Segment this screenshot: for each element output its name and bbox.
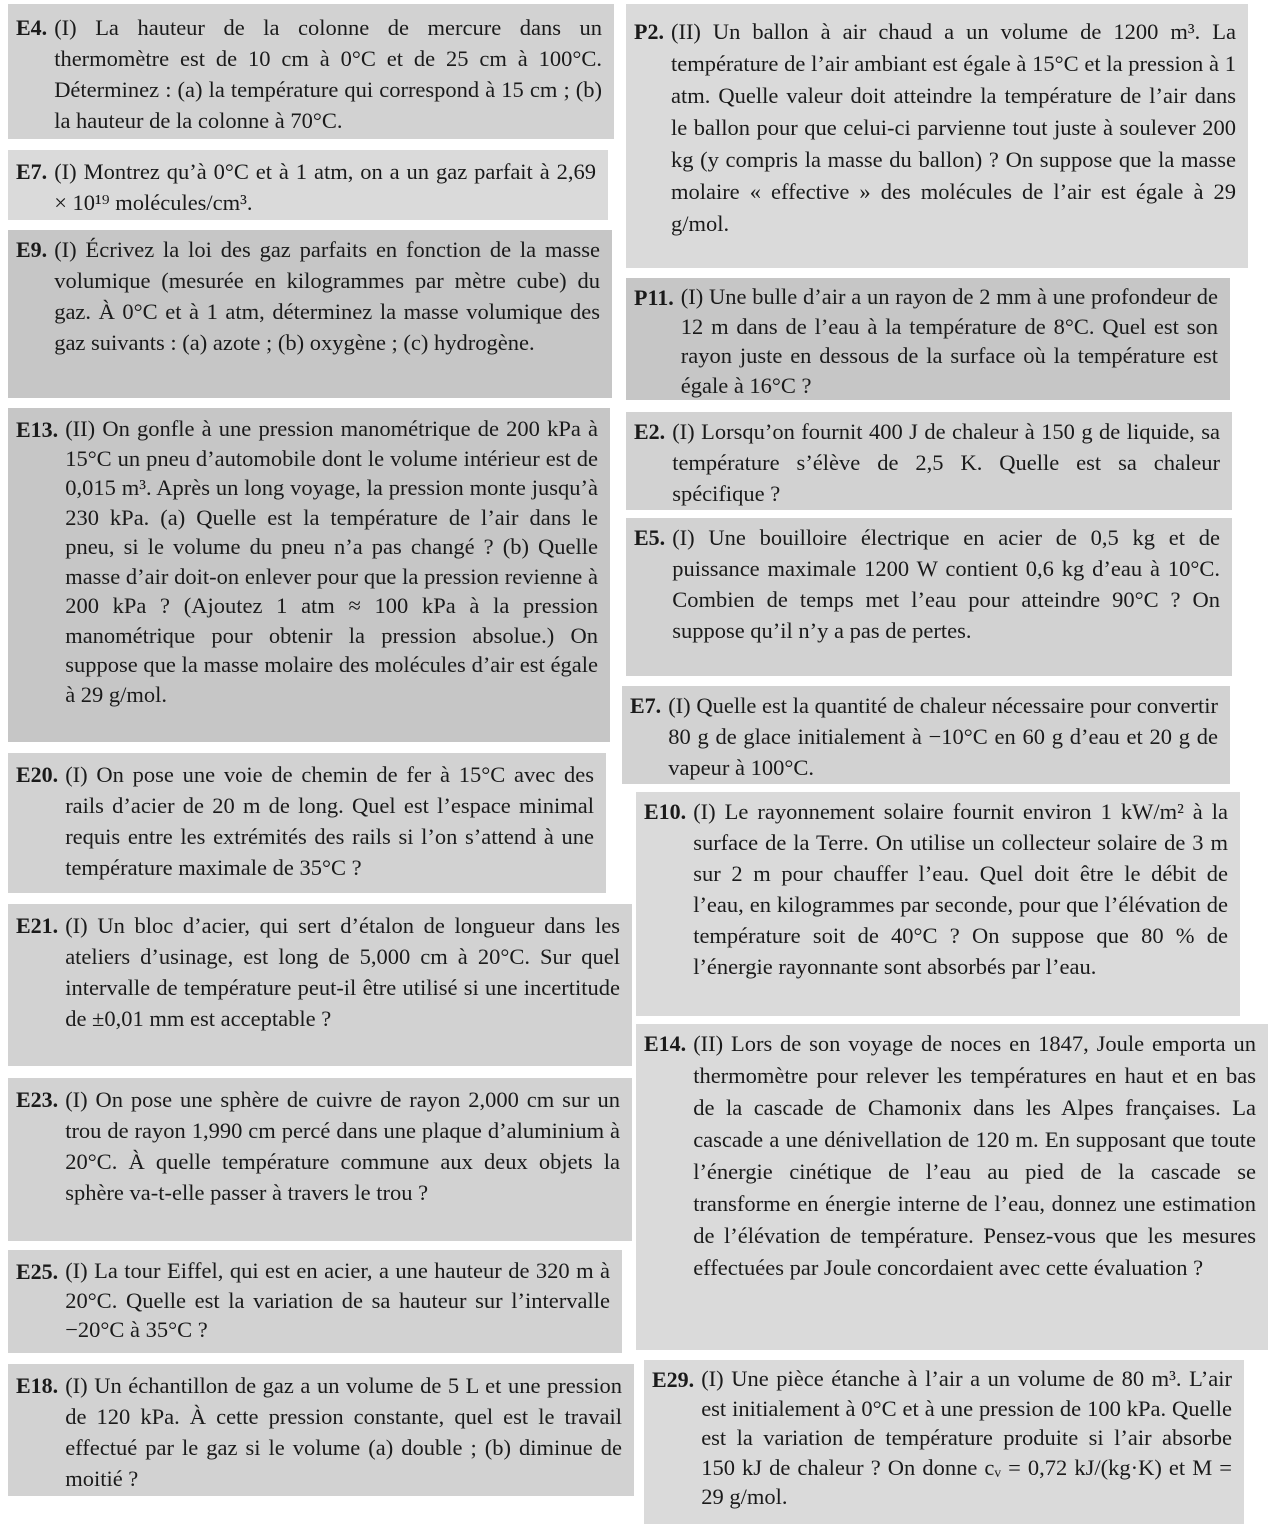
exercise-text: (II) Un ballon à air chaud a un volume de 1200 m³. La température de l’air ambiant est égale à 15°C et la pression à 1 atm. Quelle valeur doit atteindre la température de l’air dans le ballon pour que celui-ci parvienne tout juste à soulever 200 kg (y compris la masse du ballon) ? On suppose que la masse molaire « effective » des molécules de l’air est égale à 29 g/mol. bbox=[670, 19, 1236, 236]
exercise-e7-gas bbox=[8, 150, 608, 220]
exercise-number: E4. bbox=[16, 15, 48, 40]
exercise-number: E9. bbox=[16, 237, 48, 262]
exercise-number: E29. bbox=[652, 1367, 695, 1392]
exercise-number: E10. bbox=[644, 799, 687, 824]
exercise-number: E25. bbox=[16, 1259, 59, 1284]
exercise-e4 bbox=[8, 4, 614, 139]
exercise-e14 bbox=[636, 1024, 1268, 1350]
exercise-text: (II) Lors de son voyage de noces en 1847, Joule emporta un thermomètre pour relever les températures en haut et en bas de la cascade de Chamonix dans les Alpes françaises. La cascade a une dénivellation de 120 m. En supposant que toute l’énergie cinétique de l’eau au pied de la cascade se transforme en énergie interne de l’eau, donnez une estimation de l’élévation de température. Pensez-vous que les mesures effectuées par Joule concordaient avec cette évaluation ? bbox=[693, 1031, 1256, 1280]
exercise-text: (I) On pose une sphère de cuivre de rayon 2,000 cm sur un trou de rayon 1,990 cm percé dans une plaque d’aluminium à 20°C. À quelle température commune aux deux objets la sphère va-t-elle passer à travers le trou ? bbox=[65, 1087, 620, 1205]
exercise-text: (I) La tour Eiffel, qui est en acier, a une hauteur de 320 m à 20°C. Quelle est la variation de sa hauteur sur l’intervalle −20°C à 35°C ? bbox=[65, 1258, 610, 1342]
exercise-text: (I) Un échantillon de gaz a un volume de 5 L et une pression de 120 kPa. À cette pression constante, quel est le travail effectué par le gaz si le volume (a) double ; (b) diminue de moitié ? bbox=[65, 1373, 622, 1491]
exercise-text: (I) Un bloc d’acier, qui sert d’étalon de longueur dans les ateliers d’usinage, est long de 5,000 cm à 20°C. Sur quel intervalle de température peut-il être utilisé si une incertitude de ±0,01 mm est acceptable ? bbox=[65, 913, 620, 1031]
exercise-p2 bbox=[626, 4, 1248, 268]
exercise-number: E5. bbox=[634, 525, 666, 550]
exercise-e23 bbox=[8, 1078, 632, 1241]
exercise-e21 bbox=[8, 904, 632, 1066]
exercise-text: (II) On gonfle à une pression manométrique de 200 kPa à 15°C un pneu d’automobile dont le volume intérieur est de 0,015 m³. Après un long voyage, la pression monte jusqu’à 230 kPa. (a) Quelle est la température de l’air dans le pneu, si le volume du pneu n’a pas changé ? (b) Quelle masse d’air doit-on enlever pour que la pression revienne à 200 kPa ? (Ajoutez 1 atm ≈ 100 kPa à la pression manométrique pour obtenir la pression absolue.) On suppose que la masse molaire des molécules d’air est égale à 29 g/mol. bbox=[65, 416, 598, 707]
exercise-number: E21. bbox=[16, 913, 59, 938]
exercise-e25 bbox=[8, 1250, 622, 1353]
exercise-text: (I) Quelle est la quantité de chaleur nécessaire pour convertir 80 g de glace initialement à −10°C en 60 g d’eau et 20 g de vapeur à 100°C. bbox=[668, 693, 1218, 780]
exercise-number: E23. bbox=[16, 1087, 59, 1112]
exercise-text: (I) Écrivez la loi des gaz parfaits en fonction de la masse volumique (mesurée en kilogrammes par mètre cube) du gaz. À 0°C et à 1 atm, déterminez la masse volumique des gaz suivants : (a) azote ; (b) oxygène ; (c) hydrogène. bbox=[54, 237, 600, 355]
exercise-number: P11. bbox=[634, 285, 674, 310]
exercise-e18 bbox=[8, 1364, 634, 1496]
exercise-text: (I) Une bulle d’air a un rayon de 2 mm à une profondeur de 12 m dans de l’eau à la température de 8°C. Quel est son rayon juste en dessous de la surface où la température est égale à 16°C ? bbox=[680, 284, 1218, 398]
exercise-text: (I) Une pièce étanche à l’air a un volume de 80 m³. L’air est initialement à 0°C et à une pression de 100 kPa. Quelle est la variation de température produite si l’air absorbe 150 kJ de chaleur ? On donne cᵥ = 0,72 kJ/(kg·K) et M = 29 g/mol. bbox=[701, 1366, 1232, 1509]
exercise-number: E7. bbox=[16, 159, 48, 184]
exercise-number: E18. bbox=[16, 1373, 59, 1398]
exercise-text: (I) Une bouilloire électrique en acier de 0,5 kg et de puissance maximale 1200 W contient 0,6 kg d’eau à 10°C. Combien de temps met l’eau pour atteindre 90°C ? On suppose qu’il n’y a pas de pertes. bbox=[672, 525, 1220, 643]
exercise-number: P2. bbox=[634, 19, 664, 44]
exercise-e5 bbox=[626, 518, 1232, 676]
exercise-text: (I) Lorsqu’on fournit 400 J de chaleur à 150 g de liquide, sa température s’élève de 2,5 K. Quelle est sa chaleur spécifique ? bbox=[672, 419, 1220, 506]
exercise-number: E2. bbox=[634, 419, 666, 444]
exercise-number: E7. bbox=[630, 693, 662, 718]
exercise-p11 bbox=[626, 278, 1230, 400]
exercise-text: (I) La hauteur de la colonne de mercure dans un thermomètre est de 10 cm à 0°C et de 25 cm à 100°C. Déterminez : (a) la température qui correspond à 15 cm ; (b) la hauteur de la colonne à 70°C. bbox=[54, 15, 602, 133]
exercise-text: (I) Montrez qu’à 0°C et à 1 atm, on a un gaz parfait à 2,69 × 10¹⁹ molécules/cm³. bbox=[54, 159, 596, 215]
exercise-number: E14. bbox=[644, 1031, 687, 1056]
exercise-text: (I) On pose une voie de chemin de fer à 15°C avec des rails d’acier de 20 m de long. Quel est l’espace minimal requis entre les extrémités des rails si l’on s’attend à une température maximale de 35°C ? bbox=[65, 762, 594, 880]
exercise-number: E13. bbox=[16, 417, 59, 442]
exercise-e7-heat bbox=[622, 686, 1230, 784]
exercise-e13 bbox=[8, 408, 610, 742]
exercise-text: (I) Le rayonnement solaire fournit environ 1 kW/m² à la surface de la Terre. On utilise un collecteur solaire de 3 m sur 2 m pour chauffer l’eau. Quel doit être le débit de l’eau, en kilogrammes par seconde, pour que l’élévation de température soit de 40°C ? On suppose que 80 % de l’énergie rayonnante sont absorbés par l’eau. bbox=[693, 799, 1228, 979]
exercise-number: E20. bbox=[16, 762, 59, 787]
exercise-e2 bbox=[626, 412, 1232, 510]
exercise-e10 bbox=[636, 792, 1240, 1016]
exercise-e20 bbox=[8, 753, 606, 893]
exercise-e9 bbox=[8, 230, 612, 398]
exercise-e29 bbox=[644, 1360, 1244, 1524]
